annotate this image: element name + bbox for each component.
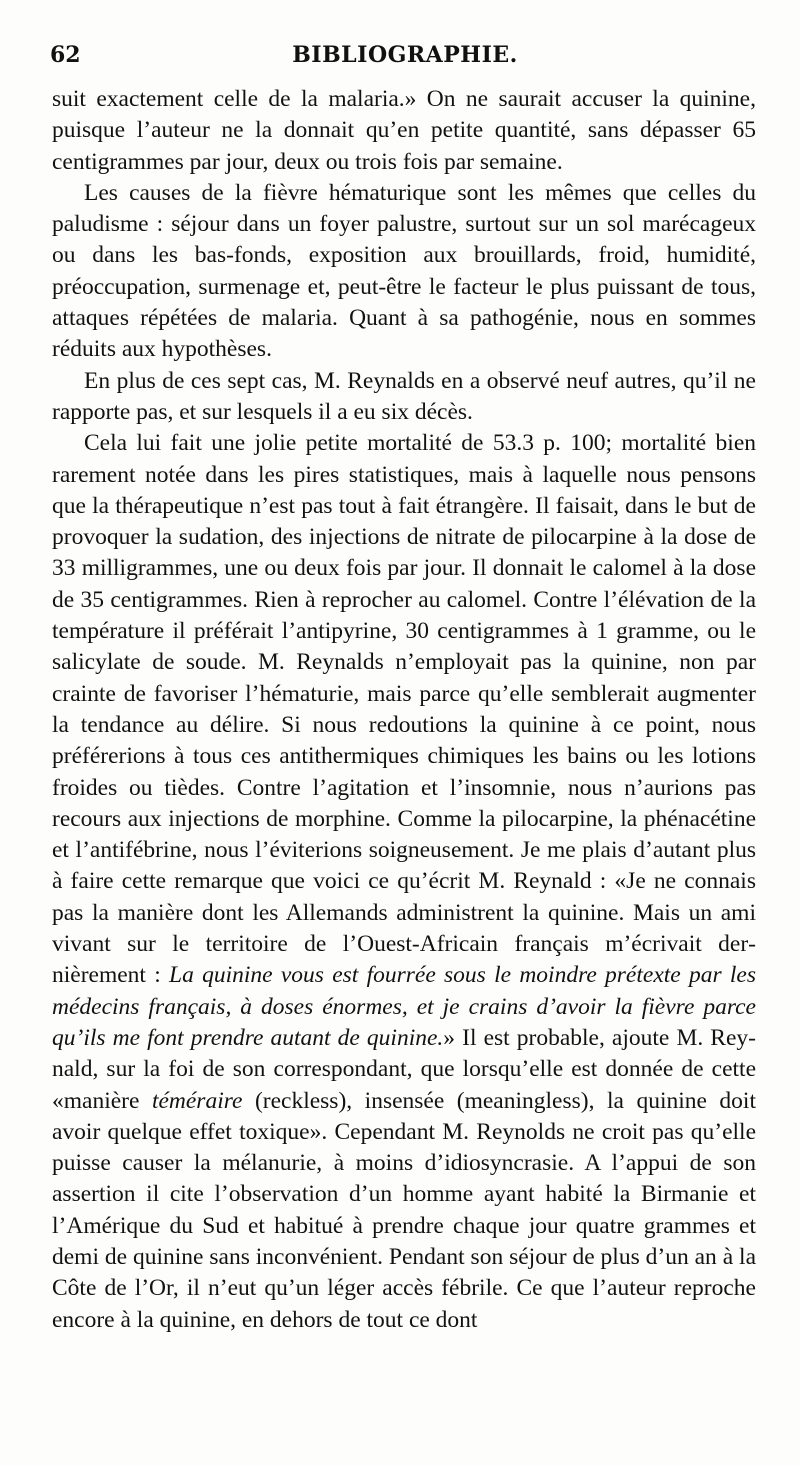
page-header (50, 36, 760, 76)
italic-emphasis: téméraire (151, 1087, 243, 1114)
therapeutics-text-c: (reckless), insensée (meaningless), la quinine doit avoir quelque effet toxique». Cependant M. Reynolds ne croit pas qu’elle puisse causer la mélanurie, à moins d’idiosyncrasie. A l’appui de son assertion il cite l’observation d’un homme ayant habité la Birmanie et l’Amérique du Sud et habitué à prendre chaque jour quatre grammes et demi de quinine sans inconvénient. Pendant son séjour de plus d’un an à la Côte de l’Or, il n’eut qu’un léger accès fébrile. Ce que l’auteur reproche encore à la quinine, en dehors de tout ce dont (52, 1087, 756, 1333)
running-title: BIBLIOGRAPHIE. (292, 42, 518, 68)
paragraph-continuation: suit exactement celle de la malaria.» On ne saurait accuser la quinine, puisque l’auteur ne la donnait qu’en petite quantité, sans dépasser 65 centigrammes par jour, deux ou trois fois par semaine. (52, 86, 756, 175)
body-text (52, 84, 756, 1336)
paragraph-causes: Les causes de la fièvre hématurique sont les mêmes que celles du paludisme : séjour dans un foyer palustre, surtout sur un sol marécageux ou dans les bas-fonds, exposition aux brouillards, froid, humidité, préoccupation, surmenage et, peut-être le facteur le plus puissant de tous, attaques répétées de malaria. Quant à sa pathogénie, nous en sommes réduits aux hypothèses. (52, 179, 756, 363)
page-number: 62 (50, 42, 81, 68)
italic-quotation: La quinine vous est fourrée sous le moindre prétexte par les médecins français, à doses énormes, et je crains d’avoir la fièvre parce qu’ils me font prendre autant de quinine. (52, 962, 756, 1051)
therapeutics-text-b: » Il est probable, ajoute M. Reynald, sur la foi de son correspondant, que lorsqu’elle est donnée de cette «manière (52, 1024, 756, 1114)
therapeutics-text-a: Cela lui fait une jolie petite mortalité de 53.3 p. 100; mortalité bien rarement notée dans les pires statistiques, mais à laquelle nous pensons que la thérapeutique n’est pas tout à fait étrangère. Il faisait, dans le but de provoquer la sudation, des injections de nitrate de pilocarpine à la dose de 33 milligrammes, une ou deux fois par jour. Il donnait le calomel à la dose de 35 centigrammes. Rien à reprocher au calomel. Contre l’élévation de la température il préférait l’antipyrine, 30 centigrammes à 1 gramme, ou le salicylate de soude. M. Reynalds n’employait pas la quinine, non par crainte de favoriser l’hématurie, mais parce qu’elle semblerait augmenter la tendance au délire. Si nous redoutions la quinine à ce point, nous préférerions à tous ces antithermiques chimiques les bains ou les lotions froides ou tièdes. Contre l’agitation et l’insomnie, nous n’aurions pas recours aux injections de morphine. Comme la pilocarpine, la phénacétine et l’antifébrine, nous l’éviterions soigneusement. Je me plais d’autant plus à faire cette remarque que voici ce qu’écrit M. Reynald : «Je ne connais pas la manière dont les Allemands administrent la quinine. Mais un ami vivant sur le territoire de l’Ouest-Africain français m’écrivait dernièrement : (52, 430, 756, 989)
paragraph-therapeutics (52, 428, 756, 1336)
paragraph-other-cases: En plus de ces sept cas, M. Reynalds en a observé neuf autres, qu’il ne rapporte pas, et sur lesquels il a eu six décès. (52, 367, 756, 425)
